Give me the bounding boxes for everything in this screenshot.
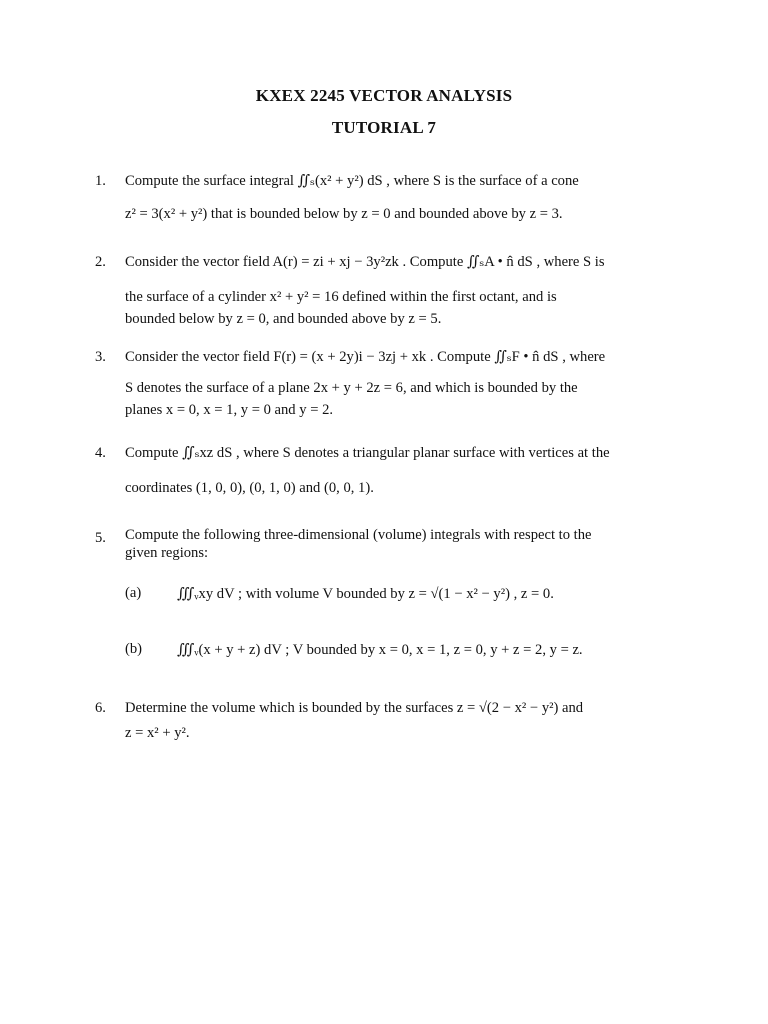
part-label: (b) [125,641,143,657]
question-text-line: z² = 3(x² + y²) that is bounded below by z = 0 and bounded above by z = 3. [125,205,563,222]
question-2 [95,251,670,331]
question-text-line: coordinates (1, 0, 0), (0, 1, 0) and (0, 0, 1). [125,479,374,496]
question-number: 5. [95,530,106,546]
question-5 [95,527,670,562]
question-text-line: S denotes the surface of a plane 2x + y + 2z = 6, and which is bounded by the [125,379,578,396]
tutorial-title: TUTORIAL 7 [331,118,437,137]
question-4 [95,442,670,499]
question-text-line: Consider the vector field F(r) = (x + 2y)i − 3zj + xk . Compute ∬ₛF • n̂ dS , where [125,349,606,365]
question-text-line: Determine the volume which is bounded by the surfaces z = √(2 − x² − y²) and [125,700,584,716]
question-text-line: given regions: [125,544,209,561]
question-text-line: the surface of a cylinder x² + y² = 16 defined within the first octant, and is [125,288,557,305]
question-3 [95,346,670,422]
question-text-line: Compute the following three-dimensional (volume) integrals with respect to the [125,527,592,543]
question-text-line: planes x = 0, x = 1, y = 0 and y = 2. [125,402,334,419]
question-text-line: bounded below by z = 0, and bounded above by z = 5. [125,311,442,328]
question-1 [95,170,670,225]
question-number: 6. [95,700,106,716]
question-text-line: z = x² + y². [125,724,190,741]
question-text-line: Consider the vector field A(r) = zi + xj − 3y²zk . Compute ∬ₛA • n̂ dS , where S is [125,254,605,270]
question-5a [125,585,685,609]
course-title: KXEX 2245 VECTOR ANALYSIS [255,86,513,105]
question-number: 1. [95,173,106,189]
question-text-line: Compute ∬ₛxz dS , where S denotes a triangular planar surface with vertices at the [125,445,610,461]
part-text: ∭ᵥxy dV ; with volume V bounded by z = √(1 − x² − y²) , z = 0. [177,586,554,602]
question-number: 4. [95,445,106,461]
question-6 [95,697,670,744]
question-number: 3. [95,349,106,365]
part-label: (a) [125,585,142,601]
part-text: ∭ᵥ(x + y + z) dV ; V bounded by x = 0, x = 1, z = 0, y + z = 2, y = z. [177,642,583,658]
question-5b [125,641,685,665]
question-number: 2. [95,254,106,270]
question-text-line: Compute the surface integral ∬ₛ(x² + y²) dS , where S is the surface of a cone [125,173,579,189]
